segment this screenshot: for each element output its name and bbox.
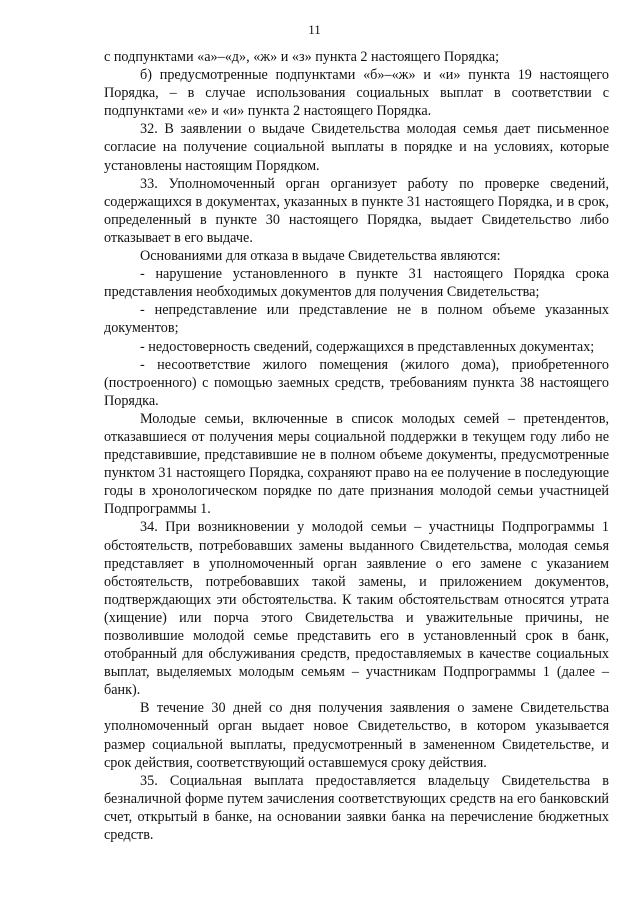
paragraph: 33. Уполномоченный орган организует работу по проверке сведений, содержащихся в документах, указанных в пункте 31 настоящего Порядка, и в срок, определенный в пункте 30 настоящего Порядка, выдает Свидетельство либо отказывает в его выдаче. — [104, 175, 609, 246]
paragraph: - несоответствие жилого помещения (жилого дома), приобретенного (построенного) с помощью заемных средств, требованиям пункта 38 настоящего Порядка. — [104, 356, 609, 409]
paragraph: В течение 30 дней со дня получения заявления о замене Свидетельства уполномоченный орган выдает новое Свидетельство, в котором указывается размер социальной выплаты, предусмотренный в замененном Свидетельстве, и срок действия, соответствующий оставшемуся сроку действия. — [104, 700, 609, 771]
paragraph: б) предусмотренные подпунктами «б»–«ж» и «и» пункта 19 настоящего Порядка, – в случае использования социальных выплат в соответствии с подпунктами «е» и «и» пункта 2 настоящего Порядка. — [104, 67, 609, 120]
page-number: 11 — [308, 22, 321, 37]
paragraph: с подпунктами «а»–«д», «ж» и «з» пункта 2 настоящего Порядка; — [104, 49, 500, 65]
paragraph: - недостоверность сведений, содержащихся в представленных документах; — [140, 338, 595, 355]
paragraph: 34. При возникновении у молодой семьи – участницы Подпрограммы 1 обстоятельств, потребовавших замены выданного Свидетельства, молодая семья представляет в уполномоченный орган заявление о его замене с указанием обстоятельств, потребовавших такой замены, и приложением документов, подтверждающих эти обстоятельства. К таким обстоятельствам относятся утрата (хищение) или порча этого Свидетельства и уважительные причины, не позволившие молодой семье представить его в установленный срок в банк, отобранный для обслуживания средств, предоставляемых в качестве социальных выплат, выделяемых молодым семьям – участникам Подпрограммы 1 (далее – банк). — [104, 519, 609, 699]
paragraph: - непредставление или представление не в полном объеме указанных документов; — [104, 302, 609, 337]
paragraph: Основаниями для отказа в выдаче Свидетельства являются: — [140, 248, 501, 265]
paragraph: 32. В заявлении о выдаче Свидетельства молодая семья дает письменное согласие на получение социальной выплаты в порядке и на условиях, которые установлены настоящим Порядком. — [104, 121, 609, 174]
document-body — [104, 48, 609, 844]
paragraph: - нарушение установленного в пункте 31 настоящего Порядка срока представления необходимых документов для получения Свидетельства; — [104, 266, 609, 301]
paragraph: Молодые семьи, включенные в список молодых семей – претендентов, отказавшиеся от получения меры социальной поддержки в текущем году либо не представившие, представившие не в полном объеме документы, предусмотренные пунктом 31 настоящего Порядка, сохраняют право на ее получение в последующие годы в хронологическом порядке по дате признания молодой семьи участницей Подпрограммы 1. — [104, 410, 609, 518]
paragraph: 35. Социальная выплата предоставляется владельцу Свидетельства в безналичной форме путем зачисления соответствующих средств на его банковский счет, открытый в банке, на основании заявки банка на перечисление бюджетных средств. — [104, 772, 609, 844]
